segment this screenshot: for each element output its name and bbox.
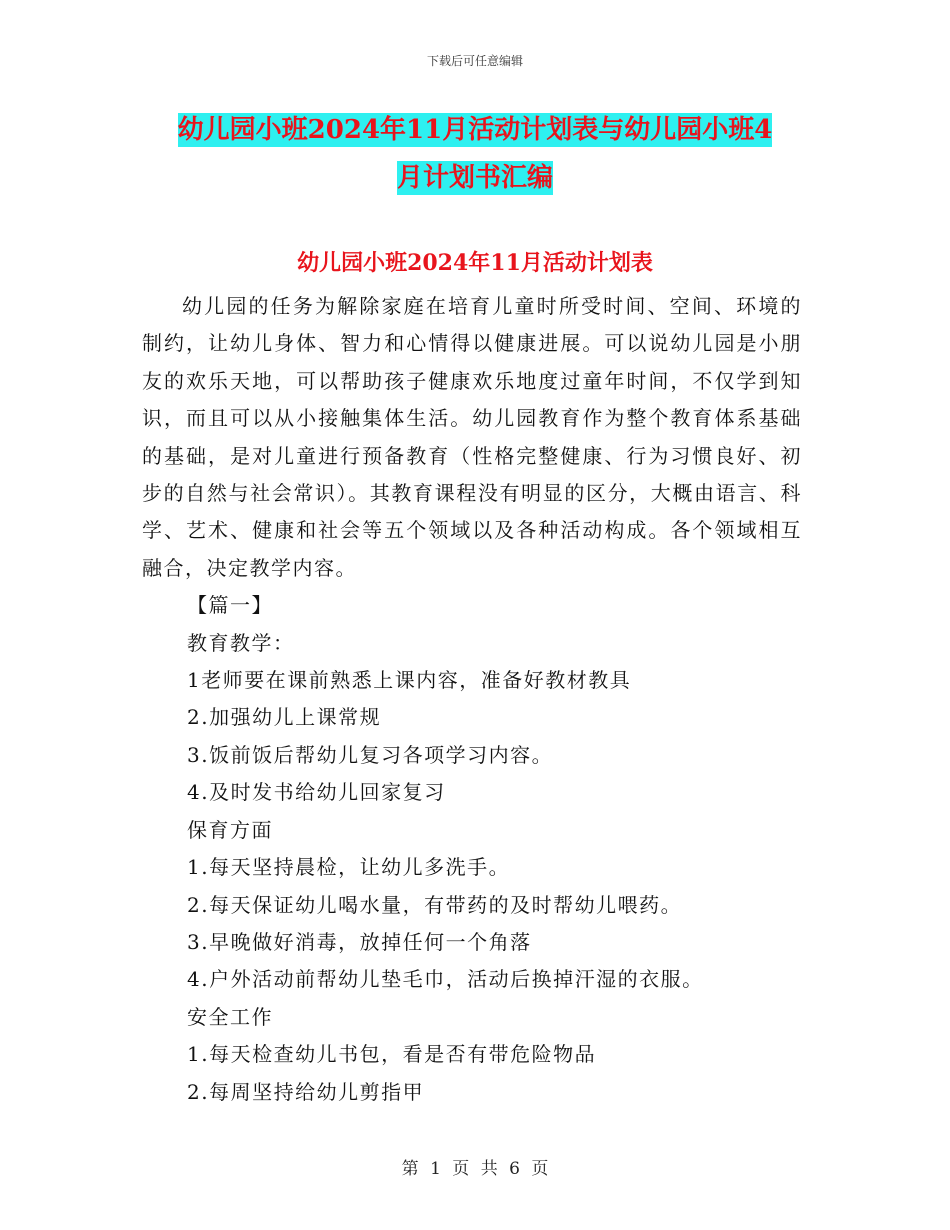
subheading-teaching: 教育教学： [187,630,295,655]
intro-paragraph: 幼儿园的任务为解除家庭在培育儿童时所受时间、空间、环境的制约，让幼儿身体、智力和心情得以健康进展。可以说幼儿园是小朋友的欢乐天地，可以帮助孩子健康欢乐地度过童年时间，不仅学到知识，而且可以从小接触集体生活。幼儿园教育作为整个教育体系基础的基础，是对儿童进行预备教育（性格完整健康、行为习惯良好、初步的自然与社会常识）。其教育课程没有明显的区分，大概由语言、科学、艺术、健康和社会等五个领域以及各种活动构成。各个领域相互融合，决定教学内容。 [142,294,802,580]
list-item: 2.每周坚持给幼儿剪指甲 [187,1079,425,1104]
list-item: 2.每天保证幼儿喝水量，有带药的及时帮幼儿喂药。 [187,892,683,917]
list-item: 4.户外活动前帮幼儿垫毛巾，活动后换掉汗湿的衣服。 [187,967,704,992]
list-item: 1老师要在课前熟悉上课内容，准备好教材教具 [187,668,632,693]
page-footer: 第 1 页 共 6 页 [401,1159,549,1179]
document-body [142,288,802,1111]
document-title [142,106,808,202]
part-heading: 【篇一】 [187,593,273,618]
document-title-line-2: 月计划书汇编 [396,163,553,193]
subheading-care: 保育方面 [187,817,273,842]
list-item: 4.及时发书给幼儿回家复习 [187,780,446,805]
document-title-line-1: 幼儿园小班2024年11月活动计划表与幼儿园小班4 [177,115,773,145]
subheading-safety: 安全工作 [187,1004,273,1029]
list-item: 1.每天坚持晨检，让幼儿多洗手。 [187,855,511,880]
list-item: 3.早晚做好消毒，放掉任何一个角落 [187,929,532,954]
list-item: 2.加强幼儿上课常规 [187,705,382,730]
section-title: 幼儿园小班2024年11月活动计划表 [297,250,653,276]
list-item: 1.每天检查幼儿书包，看是否有带危险物品 [187,1042,597,1067]
header-note: 下载后可任意编辑 [426,54,523,68]
list-item: 3.饭前饭后帮幼儿复习各项学习内容。 [187,742,554,767]
